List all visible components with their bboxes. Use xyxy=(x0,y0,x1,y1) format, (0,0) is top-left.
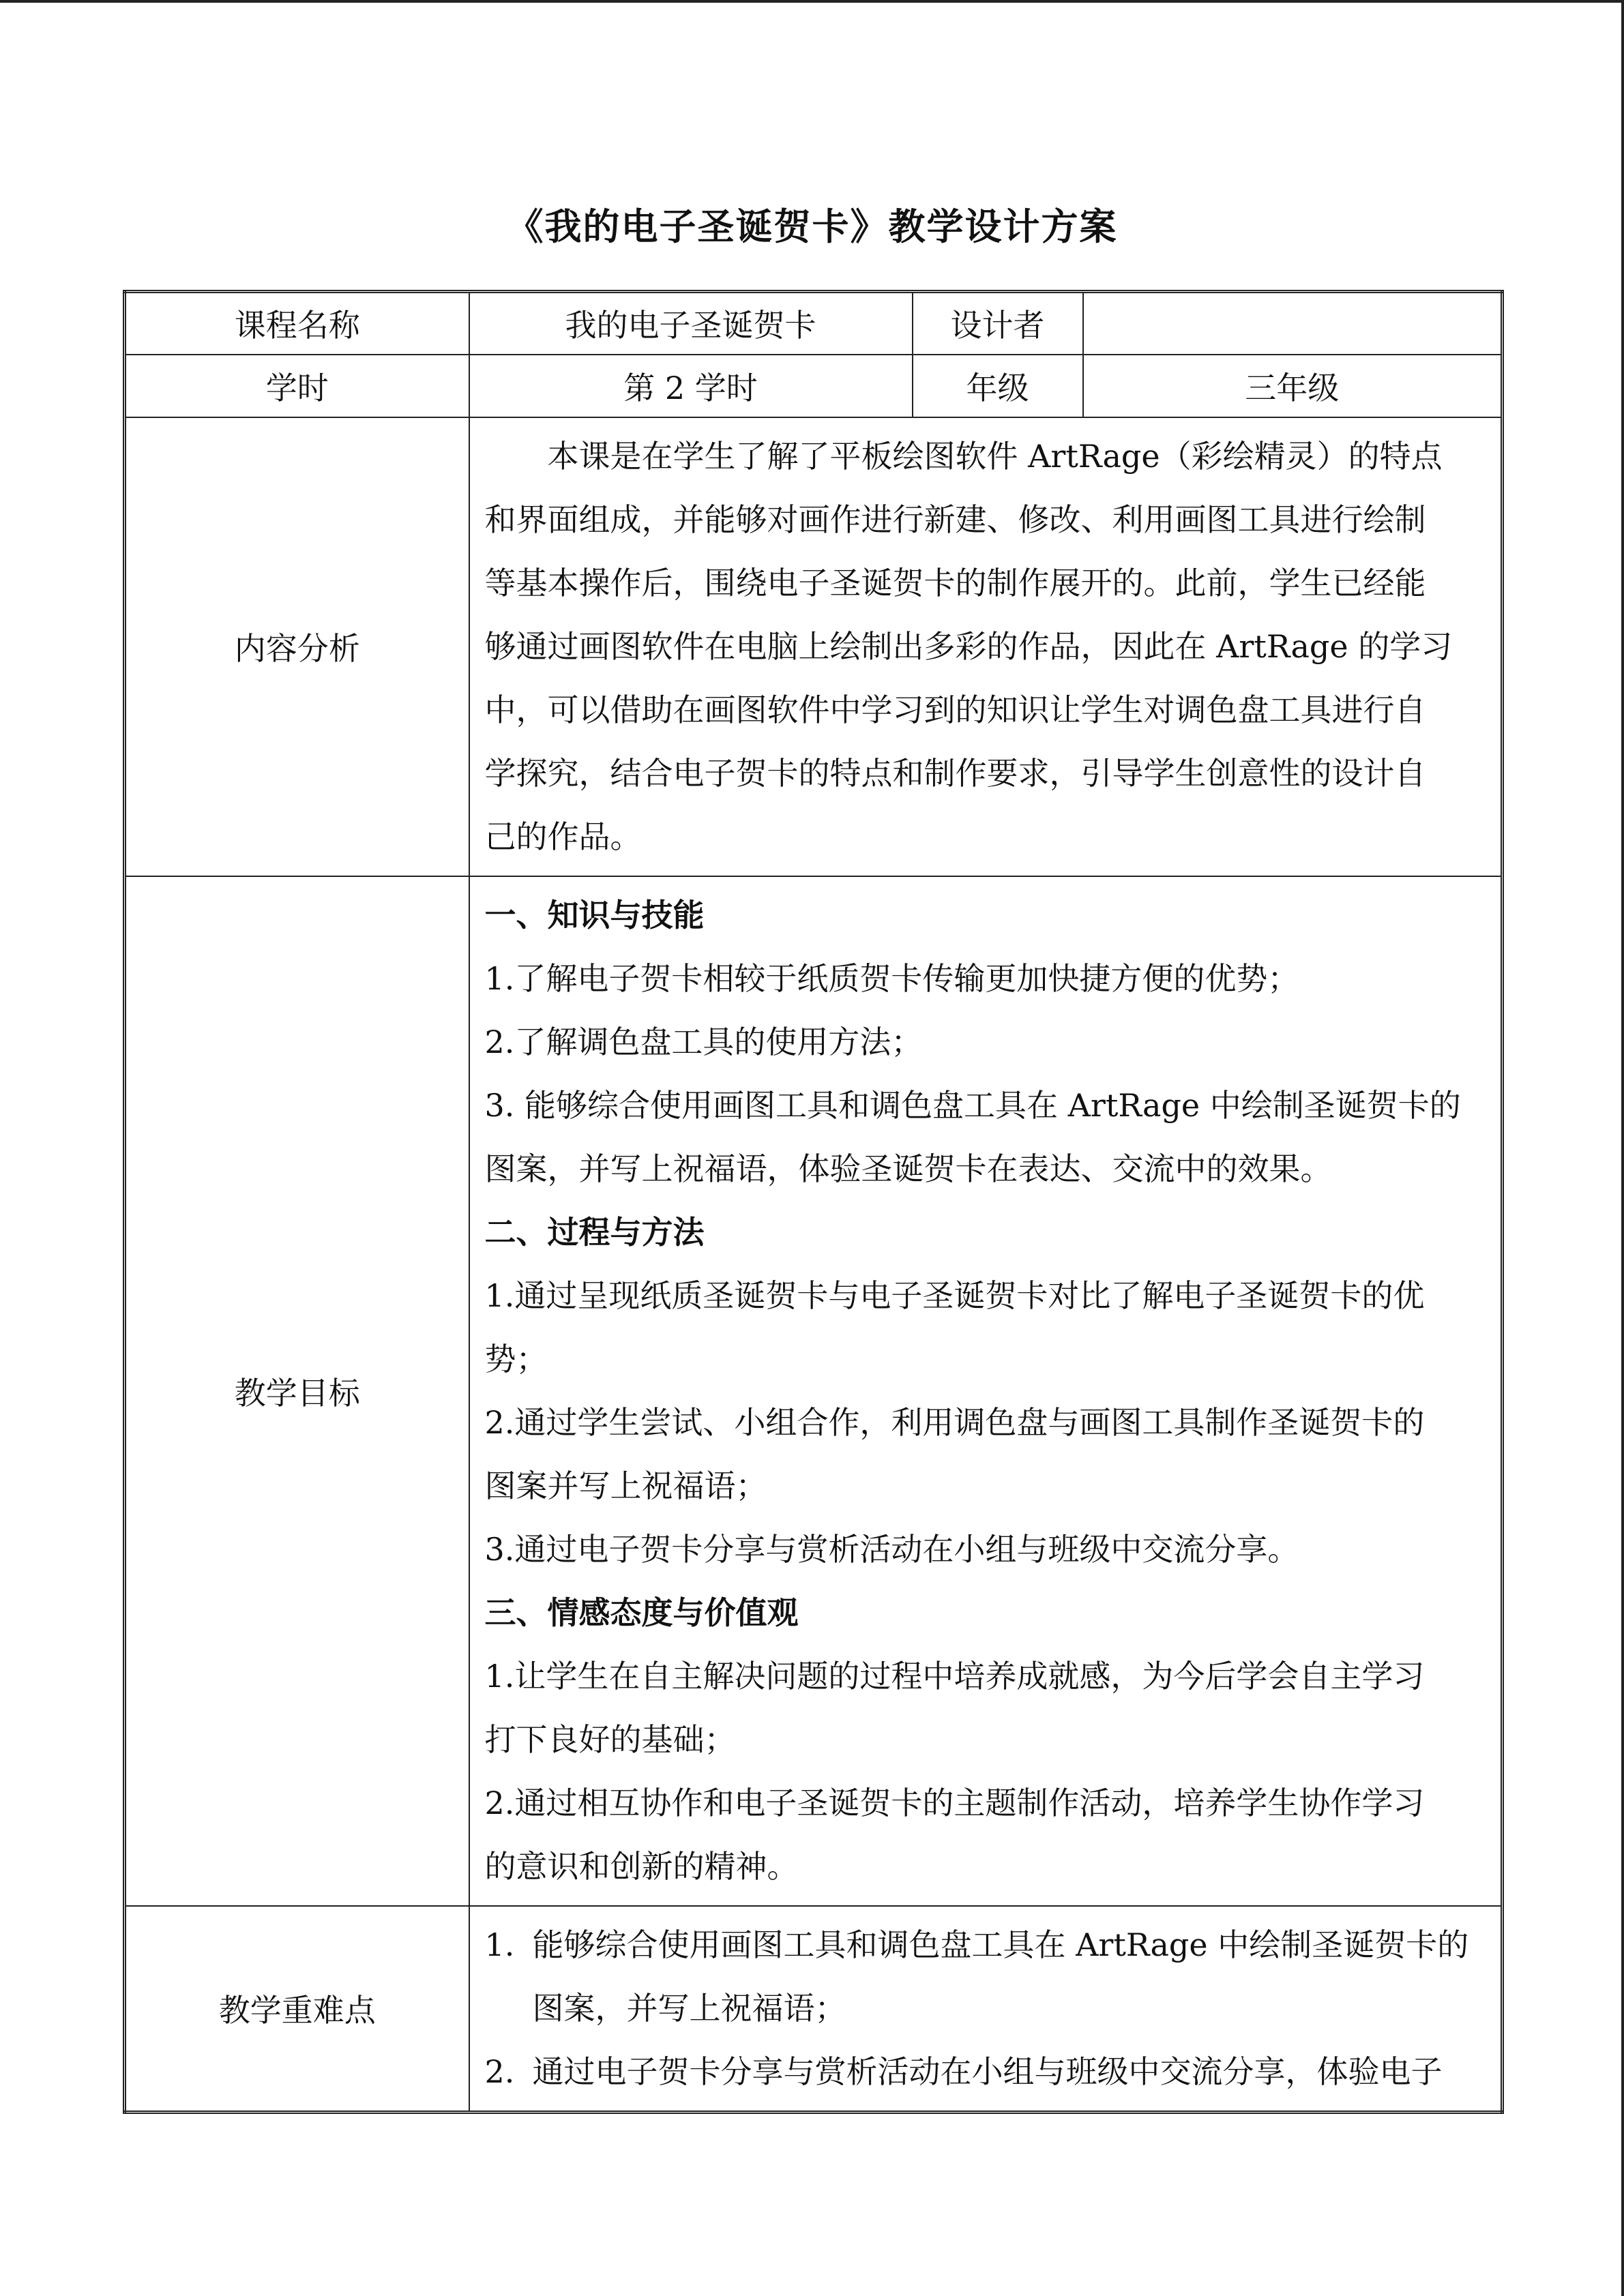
objective-item: 图案并写上祝福语； xyxy=(484,1467,767,1504)
hours-value: 第 2 学时 xyxy=(469,355,913,417)
key-point-text: 能够综合使用画图工具和调色盘工具在 ArtRage 中绘制圣诞贺卡的 xyxy=(532,1926,1469,1963)
objective-item: 打下良好的基础； xyxy=(484,1720,736,1758)
page-border-top xyxy=(0,0,1624,3)
objectives-heading-attitude: 三、情感态度与价值观 xyxy=(484,1594,799,1631)
key-point-number: 2. xyxy=(484,2053,515,2090)
content-analysis-line: 本课是在学生了解了平板绘图软件 ArtRage（彩绘精灵）的特点 xyxy=(547,437,1443,475)
row-key-points xyxy=(125,1906,1503,2113)
lesson-plan-table xyxy=(123,290,1504,2114)
objective-item: 1.让学生在自主解决问题的过程中培养成就感，为今后学会自主学习 xyxy=(484,1657,1425,1695)
content-analysis-body xyxy=(469,417,1503,876)
designer-label: 设计者 xyxy=(913,292,1083,355)
objectives-heading-process: 二、过程与方法 xyxy=(484,1213,705,1251)
content-analysis-line: 学探究，结合电子贺卡的特点和制作要求，引导学生创意性的设计自 xyxy=(484,754,1426,792)
key-point-item: 图案，并写上祝福语； xyxy=(532,1989,846,2027)
designer-value xyxy=(1083,292,1503,355)
key-point-item xyxy=(485,1913,1489,1977)
objective-item: 2.通过学生尝试、小组合作，利用调色盘与画图工具制作圣诞贺卡的 xyxy=(484,1403,1425,1441)
content-analysis-line: 够通过画图软件在电脑上绘制出多彩的作品，因此在 ArtRage 的学习 xyxy=(484,627,1453,665)
objectives-heading-knowledge: 一、知识与技能 xyxy=(484,896,705,934)
row-objectives xyxy=(125,876,1503,1906)
objective-item: 2.通过相互协作和电子圣诞贺卡的主题制作活动，培养学生协作学习 xyxy=(484,1784,1425,1821)
objective-item: 图案，并写上祝福语，体验圣诞贺卡在表达、交流中的效果。 xyxy=(484,1150,1332,1187)
key-point-item xyxy=(485,2040,1489,2104)
grade-label: 年级 xyxy=(913,355,1083,417)
content-analysis-label: 内容分析 xyxy=(125,417,469,876)
course-name-label: 课程名称 xyxy=(125,292,469,355)
objective-item: 的意识和创新的精神。 xyxy=(484,1847,799,1885)
key-point-text: 通过电子贺卡分享与赏析活动在小组与班级中交流分享，体验电子 xyxy=(532,2053,1443,2090)
objective-item: 1.通过呈现纸质圣诞贺卡与电子圣诞贺卡对比了解电子圣诞贺卡的优 xyxy=(484,1277,1425,1314)
objective-item: 1.了解电子贺卡相较于纸质贺卡传输更加快捷方便的优势； xyxy=(484,959,1299,997)
row-course xyxy=(125,292,1503,355)
content-analysis-line: 等基本操作后，围绕电子圣诞贺卡的制作展开的。此前，学生已经能 xyxy=(484,564,1426,601)
key-points-body xyxy=(469,1906,1503,2113)
objectives-label: 教学目标 xyxy=(125,876,469,1906)
key-point-number: 1. xyxy=(484,1926,515,1963)
objective-item: 2.了解调色盘工具的使用方法； xyxy=(484,1023,923,1060)
course-name-value: 我的电子圣诞贺卡 xyxy=(469,292,913,355)
content-analysis-line: 和界面组成，并能够对画作进行新建、修改、利用画图工具进行绘制 xyxy=(484,501,1426,538)
objectives-body xyxy=(469,876,1503,1906)
row-content-analysis xyxy=(125,417,1503,876)
objective-item: 势； xyxy=(484,1340,548,1377)
key-points-label: 教学重难点 xyxy=(125,1906,469,2113)
objective-item: 3. 能够综合使用画图工具和调色盘工具在 ArtRage 中绘制圣诞贺卡的 xyxy=(484,1086,1461,1124)
content-analysis-line: 己的作品。 xyxy=(484,818,642,855)
objective-item: 3.通过电子贺卡分享与赏析活动在小组与班级中交流分享。 xyxy=(484,1530,1299,1568)
page-border-right xyxy=(1621,0,1624,2296)
document-title: 《我的电子圣诞贺卡》教学设计方案 xyxy=(506,205,1118,248)
row-hours xyxy=(125,355,1503,417)
hours-label: 学时 xyxy=(125,355,469,417)
content-analysis-line: 中，可以借助在画图软件中学习到的知识让学生对调色盘工具进行自 xyxy=(484,691,1426,728)
grade-value: 三年级 xyxy=(1083,355,1503,417)
